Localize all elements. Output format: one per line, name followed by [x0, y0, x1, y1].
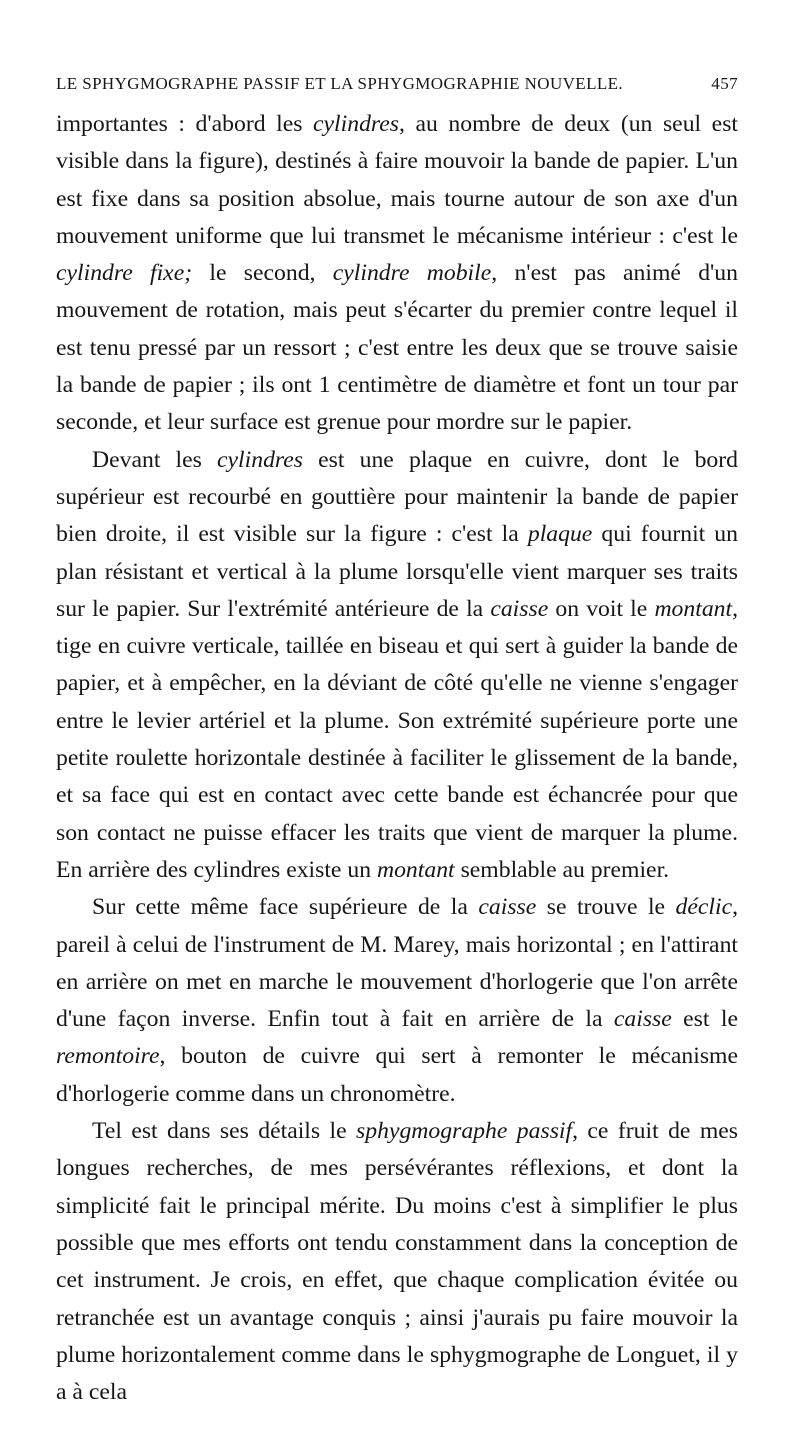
italic-term: montant [654, 595, 733, 622]
text-run: semblable au premier. [454, 856, 670, 883]
paragraph [56, 442, 738, 890]
italic-term: déclic [675, 894, 733, 921]
italic-term: remontoire [56, 1043, 160, 1070]
italic-term: caisse [490, 595, 549, 622]
text-run: , n'est pas animé d'un mouvement de rotation, mais peut s'écarter du premier contre lequel il est tenu pressé par un ressort ; c'est entre les deux que se trouve saisie la bande de papier ; ils ont 1 centimètre de diamètre et font un tour par seconde, et leur surface est grenue pour mordre sur le papier. [56, 260, 738, 436]
running-header [56, 74, 738, 94]
text-run: , tige en cuivre verticale, taillée en biseau et qui sert à guider la bande de papier, et à empêcher, en la déviant de côté qu'elle ne vienne s'engager entre le levier artériel et la plume. Son extrémité supérieure porte une petite roulette horizontale destinée à faciliter le glissement de la bande, et sa face qui est en contact avec cette bande est échancrée pour que son contact ne puisse effacer les traits que vient de marquer la plume. En arrière des cylindres existe un [56, 595, 739, 883]
text-run: est le [671, 1006, 738, 1033]
text-run: qui fournit un plan résistant et vertical à la plume lorsqu'elle vient marquer ses traits sur le papier. Sur l'extrémité antérieure de la [56, 521, 738, 622]
page [56, 74, 738, 1411]
text-run: , ce fruit de mes longues recherches, de mes persévérantes réflexions, et dont la simplicité fait le principal mérite. Du moins c'est à simplifier le plus possible que mes efforts ont tendu constamment dans la conception de cet instrument. Je crois, en effet, que chaque complication évitée ou retranchée est un avantage conquis ; ainsi j'aurais pu faire mouvoir la plume horizontalement comme dans le sphygmographe de Longuet, il y a à cela [56, 1118, 738, 1406]
italic-term: cylindre fixe; [56, 260, 193, 287]
text-run: , bouton de cuivre qui sert à remonter le mécanisme d'horlogerie comme dans un chronomètre. [56, 1043, 738, 1107]
paragraph [56, 1113, 738, 1411]
italic-term: montant [376, 856, 455, 883]
text-run: est une plaque en cuivre, dont le bord supérieur est recourbé en gouttière pour maintenir la bande de papier bien droite, il est visible sur la figure : c'est la [56, 446, 738, 548]
paragraph [56, 889, 738, 1113]
italic-term: caisse [613, 1006, 672, 1033]
italic-term: sphygmographe passif [356, 1118, 573, 1145]
text-run: Tel est dans ses détails le [92, 1118, 357, 1145]
italic-term: cylindres [217, 446, 303, 473]
text-run: , pareil à celui de l'instrument de M. Marey, mais horizontal ; en l'attirant en arrière on met en marche le mouvement d'horlogerie que l'on arrête d'une façon inverse. Enfin tout à fait en arrière de la [56, 894, 739, 1033]
text-run: Devant les [92, 446, 218, 473]
text-run: , au nombre de deux (un seul est visible dans la figure), destinés à faire mouvoir la bande de papier. L'un est fixe dans sa position absolue, mais tourne autour de son axe d'un mouvement uniforme que lui transmet le mécanisme intérieur : c'est le [56, 111, 738, 249]
text-run: Sur cette même face supérieure de la [92, 894, 479, 921]
paragraph [56, 106, 738, 442]
page-number: 457 [711, 74, 738, 93]
body-text [56, 106, 738, 1411]
italic-term: cylindres [313, 111, 399, 137]
italic-term: plaque [527, 521, 593, 548]
italic-term: caisse [478, 894, 537, 921]
text-run: importantes : d'abord les [56, 111, 314, 137]
text-run: se trouve le [536, 894, 676, 921]
text-run: on voit le [548, 595, 655, 622]
text-run: le second, [192, 260, 333, 287]
italic-term: cylindre mobile [332, 260, 492, 287]
running-title: LE SPHYGMOGRAPHE PASSIF ET LA SPHYGMOGRAPHIE NOUVELLE. [56, 74, 624, 93]
